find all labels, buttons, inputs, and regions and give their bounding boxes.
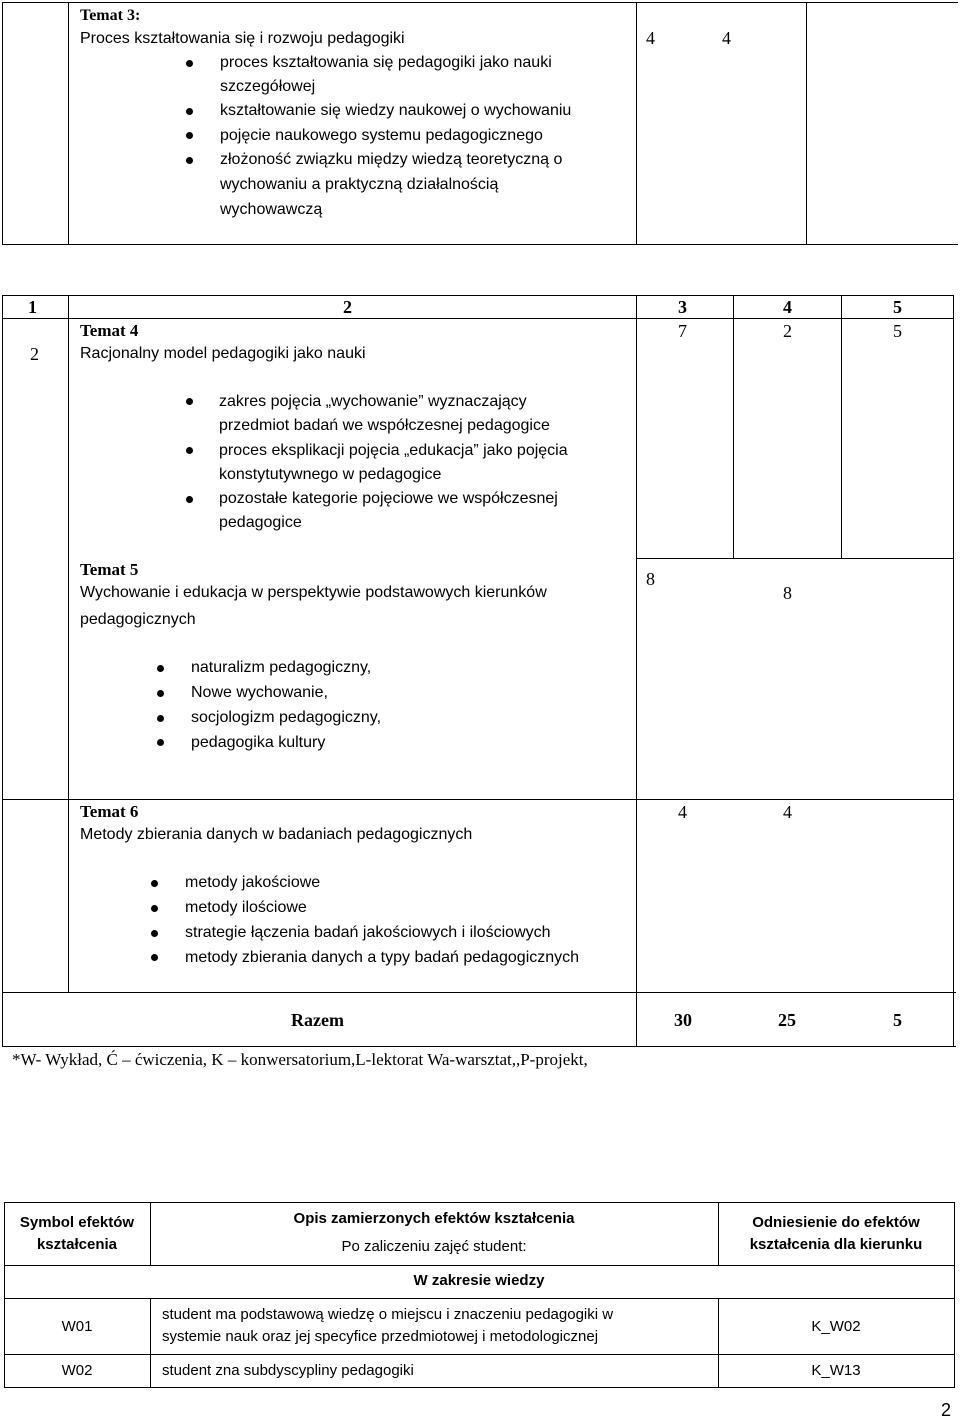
topic5-bullet-2: Nowe wychowanie, — [191, 684, 328, 701]
topic3-subtitle: Proces kształtowania się i rozwoju pedagogiki — [80, 30, 405, 47]
topic4-bullet-3a: pozostałe kategorie pojęciowe we współczesnej — [219, 490, 558, 507]
topic3-bullet-2: kształtowanie się wiedzy naukowej o wychowaniu — [220, 102, 572, 119]
topic4-subtitle: Racjonalny model pedagogiki jako nauki — [80, 345, 366, 362]
topic6-subtitle: Metody zbierania danych w badaniach pedagogicznych — [80, 826, 473, 843]
topic4-title: Temat 4 — [80, 321, 139, 340]
bullet-icon — [186, 398, 193, 405]
header-col-3: 3 — [678, 297, 687, 317]
col-ref-header-2: kształcenia dla kierunku — [749, 1236, 923, 1253]
topic6-hours-c: 4 — [783, 802, 792, 822]
row-w01-ref: K_W02 — [811, 1318, 861, 1335]
topic5-title: Temat 5 — [80, 560, 139, 579]
footnote: *W- Wykład, Ć – ćwiczenia, K – konwersatorium,L-lektorat Wa-warsztat,,P-projekt, — [12, 1050, 588, 1069]
col-symbol-header-1: Symbol efektów — [19, 1214, 135, 1231]
col-desc-subheader: Po zaliczeniu zajęć student: — [341, 1238, 527, 1255]
topic4-hours-c: 2 — [783, 321, 792, 341]
topic6-bullet-1: metody jakościowe — [185, 874, 321, 891]
total-k: 5 — [893, 1010, 902, 1030]
bullet-icon — [151, 880, 158, 887]
topic4-bullet-2a: proces eksplikacji pojęcia „edukacja” jako pojęcia — [219, 442, 568, 459]
topic5-hours-c: 8 — [783, 583, 792, 603]
bullet-icon — [186, 60, 193, 67]
topic3-title: Temat 3: — [80, 7, 141, 24]
bullet-icon — [157, 690, 164, 697]
topic5-subtitle-2: pedagogicznych — [80, 611, 196, 628]
row-w02-symbol: W02 — [61, 1362, 93, 1379]
row-w01-desc-1: student ma podstawową wiedzę o miejscu i znaczeniu pedagogiki w — [162, 1306, 614, 1323]
bullet-icon — [157, 665, 164, 672]
topic4-hours-k: 5 — [893, 321, 902, 341]
bullet-icon — [186, 447, 193, 454]
bullet-icon — [186, 157, 193, 164]
topic5-bullet-1: naturalizm pedagogiczny, — [191, 659, 372, 676]
topic6-bullet-3: strategie łączenia badań jakościowych i ilościowych — [185, 924, 551, 941]
topic3-bullet-1b: szczegółowej — [220, 78, 316, 95]
total-c: 25 — [778, 1010, 796, 1030]
row-w02-ref: K_W13 — [811, 1362, 861, 1379]
col-desc-header: Opis zamierzonych efektów kształcenia — [293, 1210, 575, 1227]
topic6-bullet-2: metody ilościowe — [185, 899, 307, 916]
header-col-2: 2 — [343, 297, 352, 317]
topic6-bullet-4: metody zbierania danych a typy badań pedagogicznych — [185, 949, 580, 966]
header-col-5: 5 — [893, 297, 902, 317]
topic3-bullet-4c: wychowawczą — [220, 201, 323, 218]
col-symbol-header-2: kształcenia — [36, 1236, 118, 1253]
topic5-subtitle-1: Wychowanie i edukacja w perspektywie podstawowych kierunków — [80, 584, 547, 601]
topic5-hours-w: 8 — [646, 569, 655, 589]
topic4-hours-w: 7 — [678, 321, 687, 341]
topic4-bullet-1b: przedmiot badań we współczesnej pedagogice — [219, 417, 550, 434]
topic3-bullet-4b: wychowaniu a praktyczną działalnością — [220, 176, 499, 193]
total-w: 30 — [674, 1010, 692, 1030]
topic6-hours-w: 4 — [678, 802, 687, 822]
topic5-bullet-3: socjologizm pedagogiczny, — [191, 709, 382, 726]
col-ref-header-1: Odniesienie do efektów — [752, 1214, 920, 1231]
header-col-4: 4 — [783, 297, 792, 317]
header-col-1: 1 — [28, 297, 37, 317]
bullet-icon — [151, 954, 158, 961]
topic4-number: 2 — [30, 344, 39, 364]
bullet-icon — [151, 930, 158, 937]
row-w02-desc: student zna subdyscypliny pedagogiki — [162, 1362, 414, 1379]
bullet-icon — [186, 108, 193, 115]
topic3-bullet-4a: złożoność związku między wiedzą teoretyczną o — [220, 151, 563, 168]
topic4-bullet-3b: pedagogice — [219, 514, 302, 531]
bullet-icon — [186, 496, 193, 503]
row-w01-desc-2: systemie nauk oraz jej specyfice przedmiotowej i metodologicznej — [162, 1328, 599, 1345]
total-label: Razem — [291, 1010, 344, 1030]
topic6-title: Temat 6 — [80, 802, 139, 821]
bullet-icon — [157, 715, 164, 722]
bullet-icon — [186, 132, 193, 139]
topic5-bullet-4: pedagogika kultury — [191, 734, 326, 751]
page-number: 2 — [941, 1400, 952, 1420]
topic3-hours-c: 4 — [722, 28, 731, 48]
topic4-bullet-2b: konstytutywnego w pedagogice — [219, 466, 442, 483]
row-w01-symbol: W01 — [61, 1318, 93, 1335]
topic3-hours-w: 4 — [646, 28, 655, 48]
topic3-bullet-3: pojęcie naukowego systemu pedagogicznego — [220, 127, 543, 144]
topic3-bullet-1a: proces kształtowania się pedagogiki jako nauki — [220, 54, 552, 71]
bullet-icon — [157, 739, 164, 746]
topic4-bullet-1a: zakres pojęcia „wychowanie” wyznaczający — [219, 393, 527, 410]
section-knowledge: W zakresie wiedzy — [413, 1272, 545, 1289]
bullet-icon — [151, 905, 158, 912]
